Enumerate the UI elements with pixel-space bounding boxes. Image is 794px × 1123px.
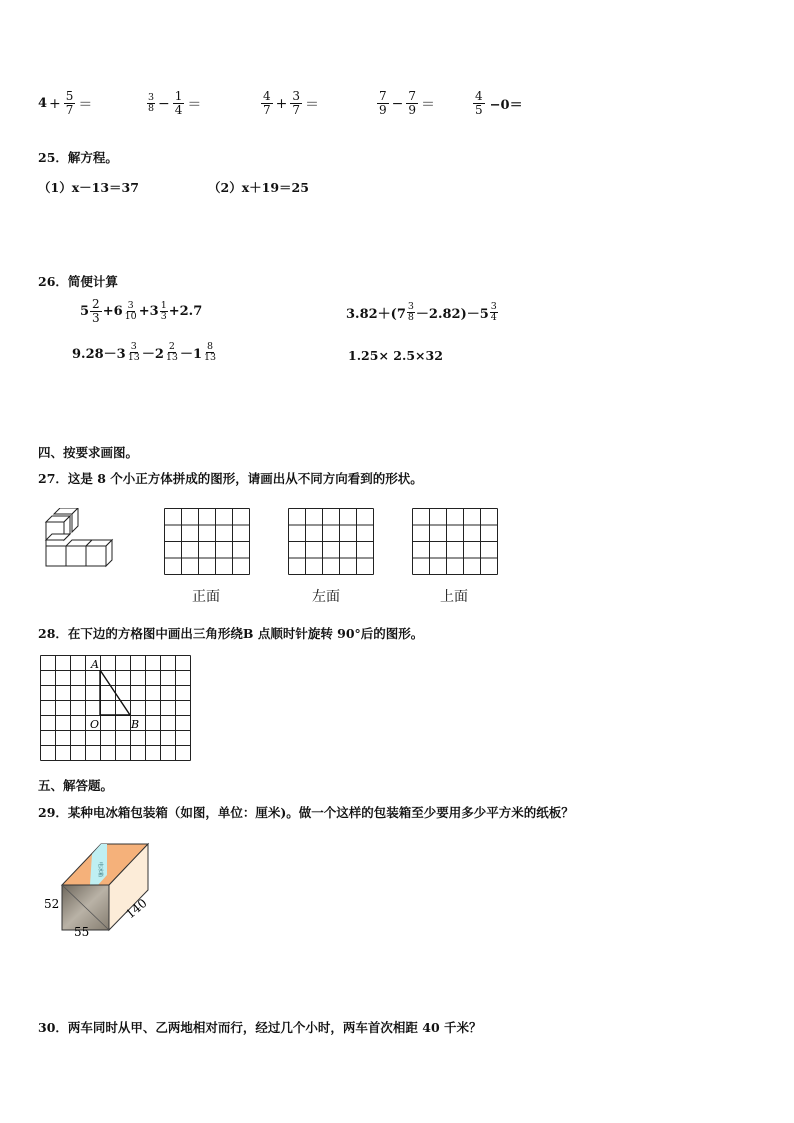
point-a-label: A [91, 658, 99, 671]
expr-1-eq: ＝ [78, 96, 93, 113]
q26-expr-3: 9.28－3 $\frac{3}{13}$ －2 $\frac{2}{13}$ －1 $\frac{8}{13}$ [72, 341, 217, 363]
expr-1 [38, 90, 94, 117]
q27-title: 27．这是 8 个小正方体拼成的图形，请画出从不同方向看到的形状。 [38, 471, 423, 486]
expr-4-frac-1: $\frac{7}{9}$ [379, 89, 387, 117]
expr-4-eq: ＝ [421, 96, 436, 113]
q26-expr-4: 1.25× 2.5×32 [348, 348, 443, 363]
expr-2-eq: ＝ [187, 96, 202, 113]
q25-equation-1: （1）x－13＝37 [38, 180, 139, 195]
section-4-heading: 四、按要求画图。 [38, 445, 139, 460]
q26-title: 26．简便计算 [38, 274, 118, 289]
front-view-label: 正面 [192, 589, 220, 605]
dim-height: 52 [44, 897, 60, 911]
expr-5-tail: −0＝ [489, 98, 523, 113]
expr-4-op: − [391, 95, 404, 112]
q29-title: 29．某种电冰箱包装箱（如图，单位：厘米)。做一个这样的包装箱至少要用多少平方米的纸板？ [38, 805, 574, 820]
front-view-grid[interactable] [164, 508, 250, 576]
expr-3-op: + [275, 95, 288, 112]
q28-title: 28．在下边的方格图中画出三角形绕B 点顺时针旋转 90°后的图形。 [38, 626, 424, 641]
expr-4 [376, 90, 437, 117]
top-view-label: 上面 [440, 589, 468, 605]
expr-3-frac-1: $\frac{4}{7}$ [263, 89, 271, 117]
q26-expr-1: 5 $\frac{2}{3}$ +6 $\frac{3}{10}$ +3 $\frac{1}{3}$ +2.7 [80, 297, 203, 325]
dim-length: 140 [123, 895, 150, 922]
left-view-label: 左面 [312, 589, 340, 605]
expr-3-frac-2: $\frac{3}{7}$ [292, 89, 301, 117]
rotation-grid[interactable] [40, 655, 192, 763]
expr-1-whole: 4 [38, 96, 48, 111]
q26-expr-2: 3.82＋(7 $\frac{3}{8}$ －2.82)－5 $\frac{3}{4}$ [346, 301, 497, 323]
dim-width: 55 [74, 925, 90, 939]
point-b-label: B [131, 718, 140, 731]
left-view-grid[interactable] [288, 508, 374, 576]
expr-3 [260, 90, 321, 117]
q26-expr-1-frac-1: $\frac{2}{3}$ [92, 297, 100, 325]
point-o-label: O [90, 718, 100, 731]
top-view-grid[interactable] [412, 508, 498, 576]
expr-1-op: + [49, 95, 61, 112]
fridge-box-figure [40, 840, 160, 940]
q30-title: 30．两车同时从甲、乙两地相对而行，经过几个小时，两车首次相距 40 千米？ [38, 1020, 482, 1035]
expr-2 [146, 90, 203, 117]
cube-figure [40, 508, 126, 572]
expr-5-frac: $\frac{4}{5}$ [475, 89, 483, 117]
expr-2-frac-2: $\frac{1}{4}$ [174, 89, 183, 117]
expr-3-eq: ＝ [305, 96, 320, 113]
expr-1-frac: $\frac{5}{7}$ [65, 89, 74, 117]
q25-title: 25．解方程。 [38, 150, 118, 165]
expr-4-frac-2: $\frac{7}{9}$ [408, 89, 417, 117]
section-5-heading: 五、解答题。 [38, 778, 114, 793]
q25-equation-2: （2）x＋19＝25 [208, 180, 309, 195]
expr-2-frac-1: $\frac{3}{8}$ [148, 92, 155, 114]
expr-5 [472, 90, 523, 117]
expr-2-op: − [158, 95, 170, 112]
box-label-text: 电冰箱 [97, 862, 103, 878]
